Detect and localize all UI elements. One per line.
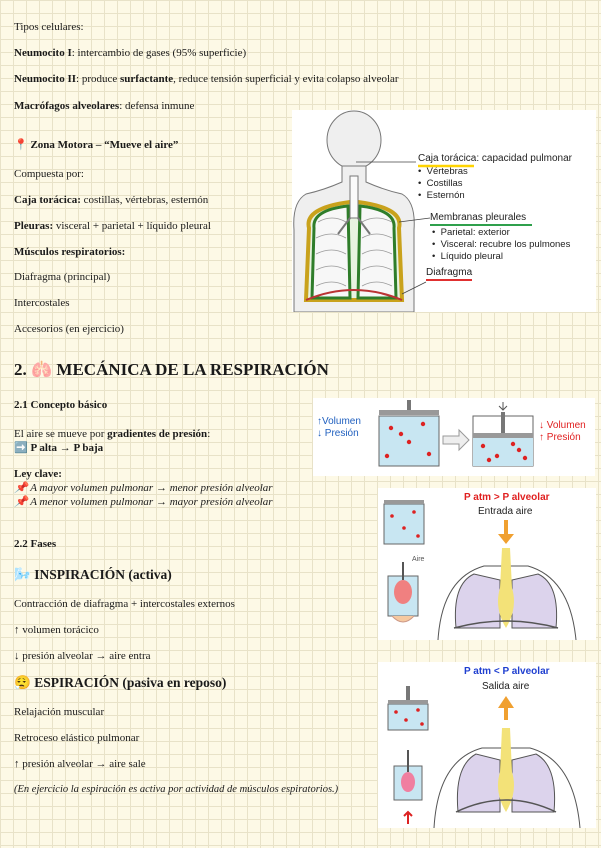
cell-types-heading: Tipos celulares: [14, 21, 84, 33]
zona-motora-heading [14, 138, 178, 152]
inspiracion-line-3: ↓ presión alveolar → aire entra [14, 650, 151, 662]
inspiracion-line-1: Contracción de diafragma + intercostales externos [14, 598, 235, 610]
presion-text: P alta → P baja [30, 442, 104, 454]
gradientes-line [14, 427, 210, 441]
espiracion-title: ESPIRACIÓN (pasiva en reposo) [34, 675, 227, 690]
pin-icon: 📍 [14, 139, 28, 151]
caja-list [418, 166, 468, 202]
pleuras-text: visceral + parietal + líquido pleural [53, 220, 211, 232]
inspiration-figure [378, 488, 596, 640]
section-title: MECÁNICA DE LA RESPIRACIÓN [56, 360, 329, 379]
inspiracion-title: INSPIRACIÓN (activa) [34, 567, 172, 582]
musculos-heading: Músculos respiratorios: [14, 246, 126, 258]
diafragma-line: Diafragma (principal) [14, 271, 111, 283]
boyle-left-volume: ↑Volumen [317, 416, 361, 427]
caja-label [418, 153, 572, 164]
diafragma-label: Diafragma [426, 267, 473, 278]
neumocito-1-text: : intercambio de gases (95% superficie) [71, 47, 247, 59]
section-2-heading [14, 360, 329, 380]
espiracion-line-3: ↑ presión alveolar → aire sale [14, 758, 146, 770]
macrofagos-text: : defensa inmune [119, 100, 195, 112]
pleuras-line [14, 219, 211, 233]
gradientes-term: gradientes de presión [107, 428, 208, 440]
membranas-label: Membranas pleurales [430, 212, 527, 223]
espiracion-line-2: Retroceso elástico pulmonar [14, 732, 140, 744]
membranas-item: • Visceral: recubre los pulmones [432, 239, 571, 250]
caja-toracica-text: costillas, vértebras, esternón [80, 194, 209, 206]
zona-motora-title: Zona Motora – “Mueve el aire” [30, 139, 179, 151]
neumocito-1-term: Neumocito I [14, 47, 72, 59]
caja-label-rest: : capacidad pulmonar [476, 153, 572, 164]
macrofagos-term: Macrófagos alveolares [14, 100, 120, 112]
caja-item: • Costillas [418, 178, 463, 189]
membranas-item: • Líquido pleural [432, 251, 503, 262]
caja-label-title: Caja torácica [418, 153, 477, 164]
boyle-right-volume: ↓ Volumen [539, 420, 586, 431]
section-number: 2. [14, 360, 27, 379]
pleuras-term: Pleuras: [14, 220, 54, 232]
caja-toracica-line [14, 193, 208, 207]
compuesta-line: Compuesta por: [14, 168, 84, 180]
aire-small-label: Aire [412, 556, 425, 563]
neumocito-2-rest: , reduce tensión superficial y evita colapso alveolar [173, 73, 399, 85]
arrow-right-icon: ➡️ [14, 442, 28, 454]
exhale-face-icon: 😮‍💨 [14, 675, 31, 690]
wind-icon: 🌬️ [14, 567, 31, 582]
espiracion-line-1: Relajación muscular [14, 706, 105, 718]
thorax-figure [292, 110, 596, 312]
pushpin-icon: 📌 [14, 496, 28, 508]
intercostales-line: Intercostales [14, 297, 70, 309]
membranas-list [432, 227, 570, 263]
concepto-basico-heading: 2.1 Concepto básico [14, 399, 108, 411]
caja-item: • Vértebras [418, 166, 468, 177]
ley-clave-heading: Ley clave: [14, 468, 62, 480]
presion-line [14, 441, 103, 455]
surfactante-term: surfactante [120, 73, 174, 85]
expiration-pressure-title: P atm < P alveolar [464, 666, 550, 677]
pushpin-icon: 📌 [14, 482, 28, 494]
neumocito-1-line [14, 46, 246, 60]
boyle-figure [313, 398, 595, 476]
membranas-item: • Parietal: exterior [432, 227, 510, 238]
macrofagos-line [14, 99, 194, 113]
espiracion-note: (En ejercicio la espiración es activa por actividad de músculos espiratorios.) [14, 784, 339, 795]
neumocito-2-term: Neumocito II [14, 73, 77, 85]
caja-item: • Esternón [418, 190, 465, 201]
lungs-icon: 🫁 [31, 360, 53, 379]
boyle-left-pressure: ↓ Presión [317, 428, 359, 439]
neumocito-2-line [14, 72, 399, 86]
accesorios-line: Accesorios (en ejercicio) [14, 323, 124, 335]
ley-text-2: A menor volumen pulmonar → mayor presión alveolar [30, 496, 273, 508]
expiration-drawing [378, 662, 596, 828]
espiracion-heading [14, 675, 226, 691]
thorax-drawing [292, 110, 596, 312]
ley-text-1: A mayor volumen pulmonar → menor presión alveolar [30, 482, 273, 494]
gradientes-pre: El aire se mueve por [14, 428, 108, 440]
ley-line-2 [14, 495, 273, 509]
boyle-right-pressure: ↑ Presión [539, 432, 581, 443]
inspiration-pressure-title: P atm > P alveolar [464, 492, 550, 503]
fases-heading: 2.2 Fases [14, 538, 57, 550]
inspiration-subtitle: Entrada aire [478, 506, 533, 517]
caja-toracica-term: Caja torácica: [14, 194, 81, 206]
neumocito-2-text: : produce [76, 73, 121, 85]
expiration-figure [378, 662, 596, 828]
inspiracion-line-2: ↑ volumen torácico [14, 624, 99, 636]
inspiration-drawing [378, 488, 596, 640]
inspiracion-heading [14, 567, 172, 583]
ley-line-1 [14, 481, 273, 495]
expiration-subtitle: Salida aire [482, 681, 530, 692]
gradientes-post: : [207, 428, 211, 440]
boyle-right-label [539, 420, 586, 444]
